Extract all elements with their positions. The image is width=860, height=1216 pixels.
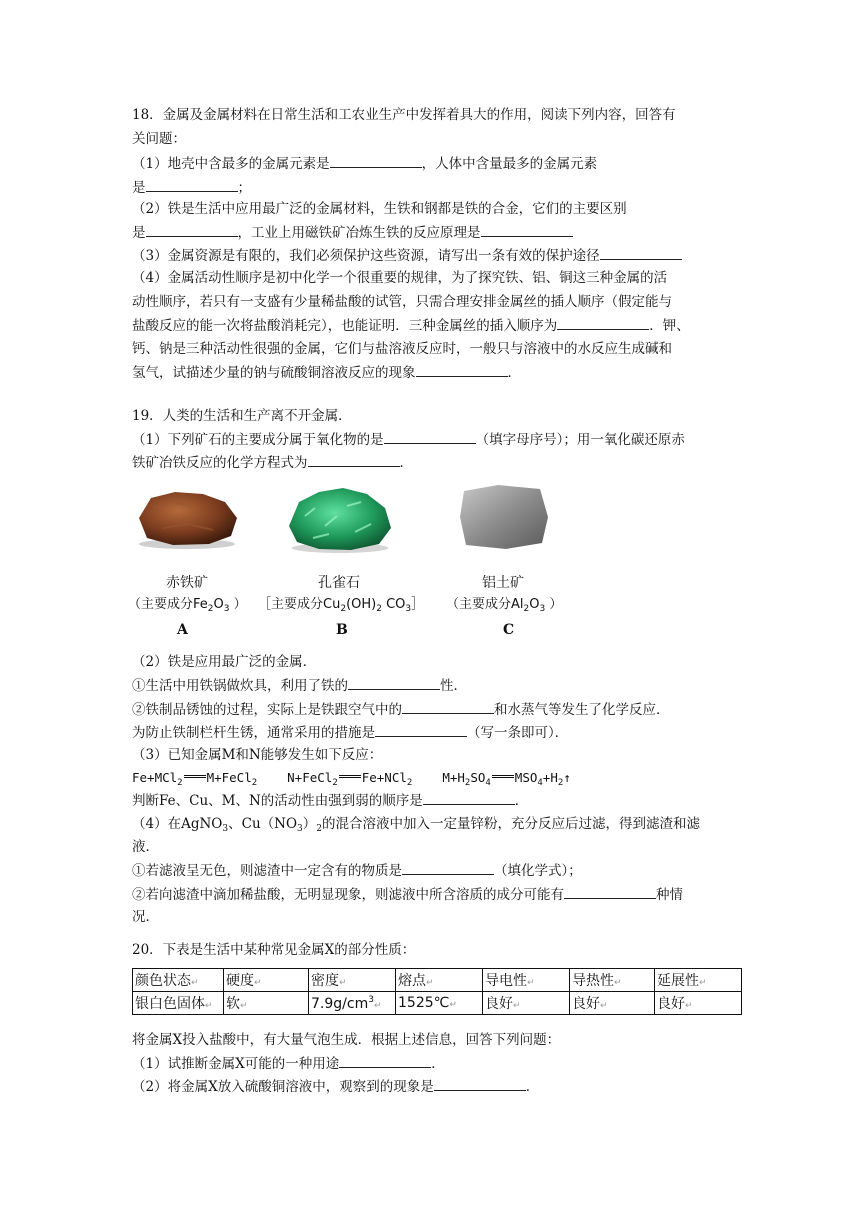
mineral-name-a: 赤铁矿 xyxy=(166,575,208,591)
q19-line-6: ②铁制品锈蚀的过程，实际上是铁跟空气中的 和水蒸气等发生了化学反应． xyxy=(132,699,670,720)
q20-line-3: （1）试推断金属X可能的一种用途 ． xyxy=(132,1053,445,1074)
q19-line-12: ①若滤液呈无色，则滤渣中一定含有的物质是 （填化学式）； xyxy=(132,860,582,881)
q19-line-2: （1）下列矿石的主要成分属于氧化物的是 （填字母序号）；用一氧化碳还原赤 xyxy=(132,429,685,450)
q19-line-1: 19．人类的生活和生产离不开金属． xyxy=(132,408,352,424)
metal-properties-table xyxy=(132,968,742,1015)
malachite-rock-image xyxy=(285,486,395,554)
table-header-row xyxy=(133,969,742,992)
q18-line-11: 钙、钠是三种活动性很强的金属，它们与盐溶液反应时，一般只与溶液中的水反应生成碱和 xyxy=(132,341,672,357)
answer-blank[interactable] xyxy=(402,699,494,714)
table-cell: 软↵ xyxy=(224,992,309,1015)
table-cell: 1525℃↵ xyxy=(396,992,483,1015)
option-letter-b: B xyxy=(336,622,348,638)
answer-blank[interactable] xyxy=(600,245,682,260)
answer-blank[interactable] xyxy=(402,860,494,875)
q18-line-5: （2）铁是生活中应用最广泛的金属材料，生铁和钢都是铁的合金，它们的主要区别 xyxy=(132,201,627,217)
q19-line-14: 况． xyxy=(132,909,159,925)
table-cell: 良好↵ xyxy=(483,992,570,1015)
table-header-cell: 熔点↵ xyxy=(396,969,483,992)
answer-blank[interactable] xyxy=(339,1053,431,1068)
q19-line-5: ①生活中用铁锅做炊具，利用了铁的 性． xyxy=(132,675,467,696)
mineral-composition-b: ［主要成分$Cu_2(OH)_2$ $CO_3]$ xyxy=(258,597,425,614)
q18-line-9: 动性顺序，若只有一支盛有少量稀盐酸的试管，只需合理安排金属丝的插人顺序（假定能与 xyxy=(132,294,672,310)
q18-line-1: 18．金属及金属材料在日常生活和工农业生产中发挥着具大的作用，阅读下列内容，回答有 xyxy=(132,107,676,123)
equation-2: N+FeCl$_2$ Fe+NCl$_2$ xyxy=(287,770,413,788)
answer-blank[interactable] xyxy=(375,722,467,737)
answer-blank[interactable] xyxy=(308,452,400,467)
answer-blank[interactable] xyxy=(557,315,649,330)
bauxite-rock-image xyxy=(458,483,550,551)
table-row xyxy=(133,992,742,1015)
answer-blank[interactable] xyxy=(481,222,573,237)
table-header-cell: 延展性↵ xyxy=(655,969,742,992)
q18-line-2: 关问题： xyxy=(132,131,186,147)
q20-line-4: （2）将金属X放入硫酸铜溶液中，观察到的现象是 ． xyxy=(132,1076,539,1097)
table-header-cell: 密度↵ xyxy=(309,969,396,992)
answer-blank[interactable] xyxy=(434,1076,526,1091)
q18-line-7: （3）金属资源是有限的，我们必须保护这些资源，请写出一条有效的保护途径 xyxy=(132,245,682,266)
table-cell: 良好↵ xyxy=(570,992,655,1015)
table-cell: 良好↵ xyxy=(655,992,742,1015)
q20-line-2: 将金属X投入盐酸中，有大量气泡生成．根据上述信息，回答下列问题： xyxy=(132,1032,561,1048)
answer-blank[interactable] xyxy=(330,153,422,168)
equation-3: $M+H_2SO_4$ $MSO_4+H_2↑$ xyxy=(442,770,571,788)
mineral-composition-c: （主要成分$Al_2O_3$ ） xyxy=(446,597,563,614)
q19-line-10: （4）在AgNO$_3$、$Cu(NO_3)_2$的混合溶液中加入一定量锌粉，充分反应后过滤，得到滤渣和滤 xyxy=(132,816,700,834)
q18-line-4: 是 ； xyxy=(132,177,251,198)
hematite-rock-image xyxy=(133,488,241,550)
table-header-cell: 导电性↵ xyxy=(483,969,570,992)
table-header-cell: 硬度↵ xyxy=(224,969,309,992)
q18-line-12: 氢气，试描述少量的钠与硫酸铜溶液反应的现象 ． xyxy=(132,362,521,383)
q19-line-7: 为防止铁制栏杆生锈，通常采用的措施是 （写一条即可）． xyxy=(132,722,568,743)
q19-line-9: 判断Fe、Cu、M、N的活动性由强到弱的顺序是 ． xyxy=(132,790,528,811)
mineral-composition-a: （主要成分$Fe_2O_3$ ） xyxy=(128,597,247,614)
q19-line-4: （2）铁是应用最广泛的金属． xyxy=(132,654,317,670)
option-letter-a: A xyxy=(177,622,188,638)
answer-blank[interactable] xyxy=(564,884,656,899)
q18-line-6: 是 ，工业上用磁铁矿冶炼生铁的反应原理是 xyxy=(132,222,573,243)
table-cell: $7.9g/cm^3↵$ xyxy=(309,992,396,1015)
q19-line-11: 液． xyxy=(132,839,159,855)
table-header-cell: 颜色状态↵ xyxy=(133,969,224,992)
q19-line-13: ②若向滤渣中滴加稀盐酸，无明显现象，则滤液中所含溶质的成分可能有 种情 xyxy=(132,884,683,905)
answer-blank[interactable] xyxy=(348,675,440,690)
q19-line-3: 铁矿冶铁反应的化学方程式为 ． xyxy=(132,452,413,473)
answer-blank[interactable] xyxy=(146,177,238,192)
q20-line-1: 20．下表是生活中某种常见金属X的部分性质： xyxy=(132,942,416,958)
q19-line-8: （3）已知金属M和N能够发生如下反应： xyxy=(132,747,383,763)
q18-line-8: （4）金属活动性顺序是初中化学一个很重要的规律，为了探究铁、铝、铜这三种金属的活 xyxy=(132,270,668,286)
answer-blank[interactable] xyxy=(423,790,515,805)
answer-blank[interactable] xyxy=(384,429,476,444)
q18-line-3: （1）地壳中含最多的金属元素是 ，人体中含量最多的金属元素 xyxy=(132,153,597,174)
q18-line-10: 盐酸反应的能一次将盐酸消耗完），也能证明．三种金属丝的插入顺序为 ．钾、 xyxy=(132,315,690,336)
table-header-cell: 导热性↵ xyxy=(570,969,655,992)
mineral-name-b: 孔雀石 xyxy=(318,575,360,591)
option-letter-c: C xyxy=(503,622,515,638)
table-cell: 银白色固体↵ xyxy=(133,992,224,1015)
mineral-name-c: 铝土矿 xyxy=(482,575,524,591)
answer-blank[interactable] xyxy=(146,222,238,237)
answer-blank[interactable] xyxy=(416,362,508,377)
equation-1: Fe+MCl$_2$ M+FeCl$_2$ xyxy=(132,770,258,788)
